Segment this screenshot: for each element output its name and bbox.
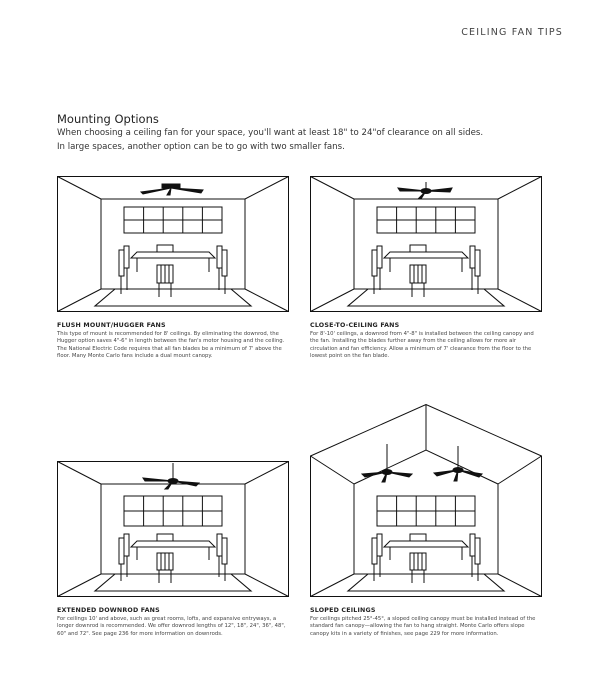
hugger-fan-icon (57, 176, 289, 312)
caption-sloped-ceilings (310, 607, 542, 638)
caption-flush-mount (57, 322, 289, 361)
section-intro (57, 126, 557, 154)
extended-downrod-room-illustration (57, 461, 289, 597)
caption-body: For ceilings 10' and above, such as great rooms, lofts, and expansive entryways, a longer downrod is recommended. We offer downrod lengths of 12", 18", 24", 36", 48", 60" and 72". See page 236 for more information on downrods. (57, 615, 286, 637)
caption-title: CLOSE-TO-CEILING FANS (310, 322, 400, 329)
sloped-ceiling-fans-icon (310, 404, 542, 597)
caption-title: FLUSH MOUNT/HUGGER FANS (57, 322, 166, 329)
intro-line-1: When choosing a ceiling fan for your space, you'll want at least 18" to 24"of clearance on all sides. (57, 128, 484, 138)
caption-extended-downrod (57, 607, 289, 638)
caption-title: EXTENDED DOWNROD FANS (57, 607, 160, 614)
extended-downrod-fan-icon (57, 461, 289, 597)
caption-title: SLOPED CEILINGS (310, 607, 376, 614)
section-title: Mounting Options (57, 112, 159, 126)
intro-line-2: In large spaces, another option can be to go with two smaller fans. (57, 142, 345, 152)
caption-body: This type of mount is recommended for 8' ceilings. By eliminating the downrod, the Hugger option saves 4"-6" in length between the fan's motor housing and the ceiling. The National Electric Code requires that all fan blades be a minimum of 7' above the floor. Many Monte Carlo fans include a dual mount canopy. (57, 330, 285, 360)
caption-body: For ceilings pitched 25°-45°, a sloped ceiling canopy must be installed instead of the standard fan canopy—allowing the fan to hang straight. Monte Carlo offers slope canopy kits in a variety of finishes, see page 229 for more information. (310, 615, 536, 637)
caption-close-to-ceiling (310, 322, 542, 361)
close-to-ceiling-fan-icon (310, 176, 542, 312)
caption-body: For 8'-10' ceilings, a downrod from 4"-8" is installed between the ceiling canopy and the fan. Installing the blades further away from the ceiling allows for more air circulation and fan efficiency. Allow a minimum of 7' clearance from the floor to the lowest point on the fan blade. (310, 330, 534, 360)
sloped-ceiling-room-illustration (310, 404, 542, 597)
page-header-title: CEILING FAN TIPS (461, 27, 563, 38)
flush-mount-room-illustration (57, 176, 289, 312)
close-to-ceiling-room-illustration (310, 176, 542, 312)
